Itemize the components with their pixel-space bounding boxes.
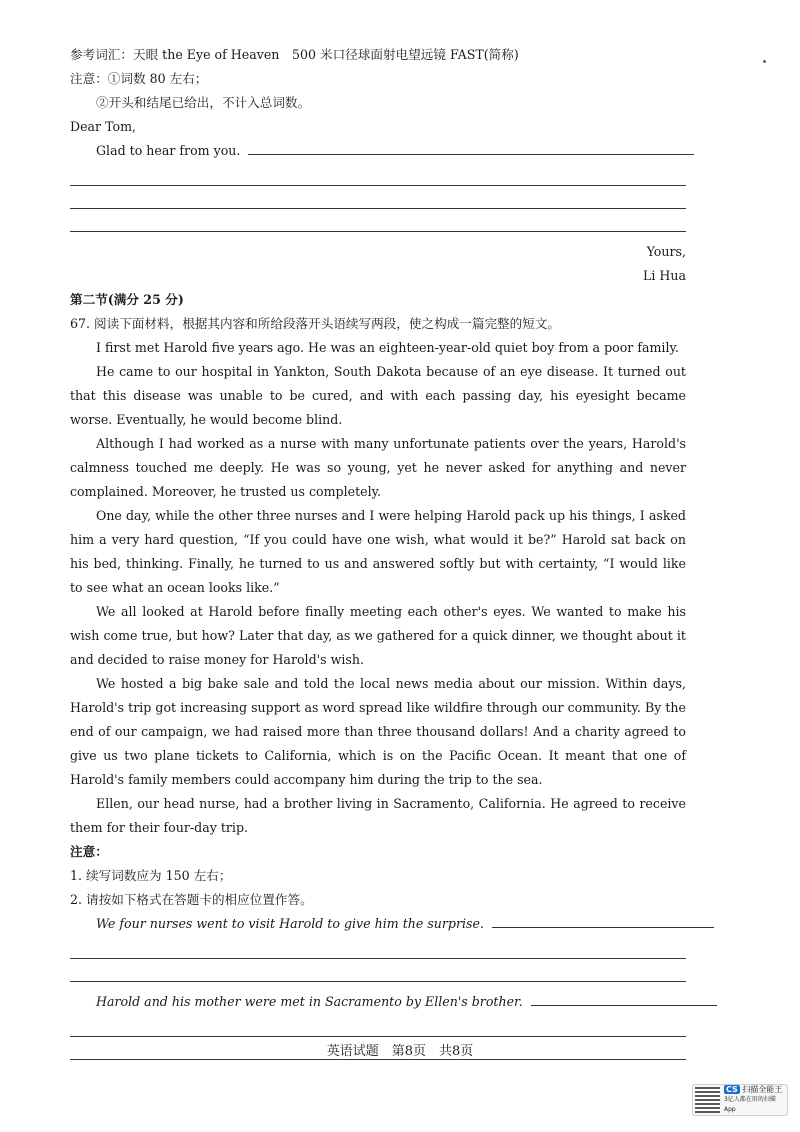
scanner-subtitle: 3亿人都在用的扫描App (723, 1096, 776, 1113)
answer-line[interactable] (531, 993, 717, 1006)
story-paragraph: I first met Harold five years ago. He was an eighteen-year-old quiet boy from a poor family. (96, 340, 679, 355)
answer-line[interactable] (248, 142, 694, 155)
note-opening-closing: ②开头和结尾已给出，不计入总词数。 (96, 95, 311, 110)
vocab-hint: 参考词汇：天眼 the Eye of Heaven 500 米口径球面射电望远镜 FAST(简称) (70, 47, 519, 62)
notice-word-count: 1. 续写词数应为 150 左右； (70, 868, 232, 883)
letter-signature: Li Hua (643, 268, 686, 283)
scanner-brand: 扫描全能王 (742, 1085, 783, 1094)
story-paragraph: Although I had worked as a nurse with many unfortunate patients over the years, Harold's calmness touched me deeply. He was so young, yet he never asked for anything and never complained. Moreover, he trusted us completely. (70, 436, 686, 499)
letter-opening: Glad to hear from you. (96, 143, 241, 158)
story-paragraph: Ellen, our head nurse, had a brother living in Sacramento, California. He agreed to receive them for their four-day trip. (70, 796, 686, 835)
continuation-prompt-1: We four nurses went to visit Harold to give him the surprise. (96, 916, 484, 931)
question-67: 67. 阅读下面材料，根据其内容和所给段落开头语续写两段，使之构成一篇完整的短文。 (70, 316, 561, 331)
story-paragraph: We all looked at Harold before finally meeting each other's eyes. We wanted to make his wish come true, but how? Later that day, as we gathered for a quick dinner, we thought about it and decided to raise money for Harold's wish. (70, 604, 686, 667)
qr-code-icon (695, 1087, 720, 1113)
scanner-brand-block (724, 1085, 785, 1115)
story-paragraph: He came to our hospital in Yankton, South Dakota because of an eye disease. It turned out that this disease was unable to be cured, and with each passing day, his eyesight became worse. Eventually, he would become blind. (70, 364, 686, 427)
letter-closing: Yours, (646, 244, 686, 259)
letter-greeting: Dear Tom, (70, 119, 137, 134)
continuation-prompt-1-line (70, 912, 686, 936)
answer-line[interactable] (70, 209, 686, 232)
scanner-watermark (692, 1084, 788, 1116)
story-paragraph: One day, while the other three nurses and I were helping Harold pack up his things, I asked him a very hard question, “If you could have one wish, what would it be?” Harold sat back on his bed, thinking. Finally, he turned to us and answered softly but with certainty, “I would like to see what an ocean looks like.” (70, 508, 686, 595)
notice-title: 注意： (70, 844, 108, 859)
section-title: 第二节(满分 25 分) (70, 292, 184, 307)
page-footer: 英语试题 第8页 共8页 (326, 1044, 474, 1059)
exam-page (70, 43, 686, 1060)
answer-line[interactable] (492, 915, 714, 928)
letter-opening-line (70, 139, 686, 163)
answer-line[interactable] (70, 186, 686, 209)
answer-line[interactable] (70, 1014, 686, 1037)
continuation-prompt-2-line (70, 990, 686, 1014)
continuation-prompt-2: Harold and his mother were met in Sacramento by Ellen's brother. (96, 994, 523, 1009)
answer-line[interactable] (70, 959, 686, 982)
answer-line[interactable] (70, 163, 686, 186)
story-paragraph: We hosted a big bake sale and told the local news media about our mission. Within days, Harold's trip got increasing support as word spread like wildfire through our community. By the end of our campaign, we had raised more than three thousand dollars! And a charity agreed to give us two plane tickets to California, which is on the Pacific Ocean. It meant that one of Harold's family members could accompany him during the trip to the sea. (70, 676, 686, 787)
answer-line[interactable] (70, 936, 686, 959)
notice-format: 2. 请按如下格式在答题卡的相应位置作答。 (70, 892, 313, 907)
scan-speck (763, 60, 766, 63)
camscanner-logo-icon: CS (725, 1085, 738, 1094)
note-word-count: 注意：①词数 80 左右； (70, 71, 208, 86)
